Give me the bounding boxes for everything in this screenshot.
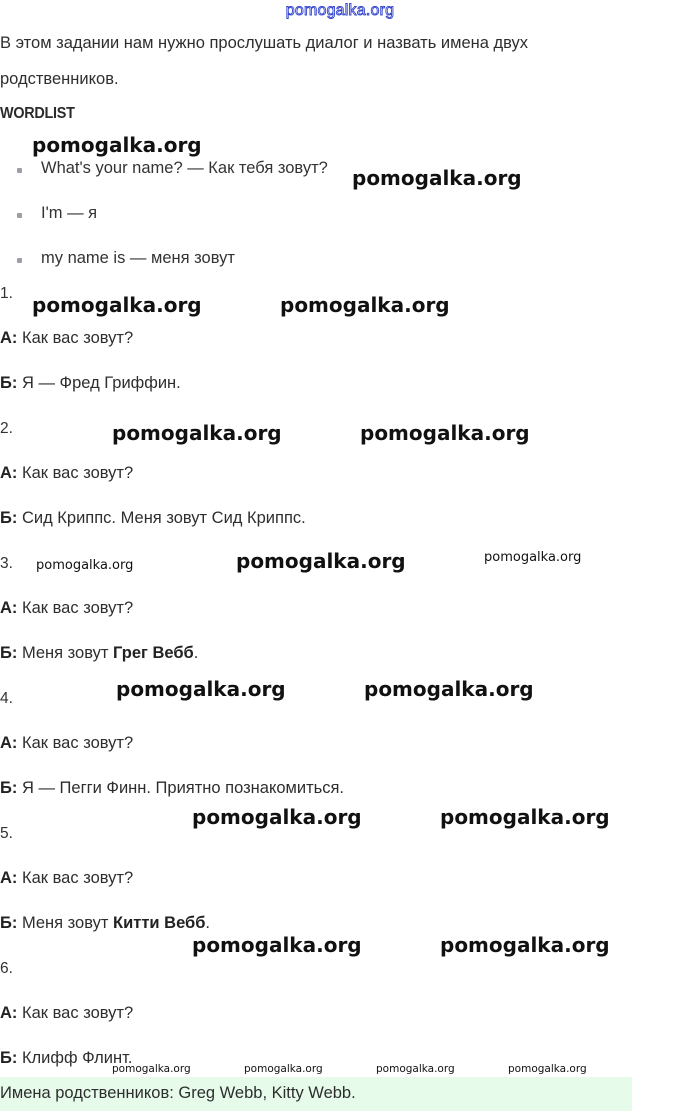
bullet-icon bbox=[17, 168, 22, 173]
dialogue-a-line bbox=[0, 329, 133, 348]
speaker-b-label: Б: bbox=[0, 1049, 18, 1067]
answer-text: Имена родственников: Greg Webb, Kitty Webb. bbox=[0, 1084, 356, 1102]
speaker-a-label: А: bbox=[0, 464, 18, 482]
dialogue-number: 3. bbox=[0, 555, 13, 572]
speaker-b-label: Б: bbox=[0, 644, 18, 662]
speaker-b-text: Сид Криппс. Меня зовут Сид Криппс. bbox=[17, 509, 306, 527]
dialogue-number: 2. bbox=[0, 420, 13, 437]
speaker-a-text: Как вас зовут? bbox=[17, 734, 134, 752]
speaker-b-text: Клифф Флинт. bbox=[17, 1049, 133, 1067]
dialogue-b-line bbox=[0, 509, 306, 528]
wordlist-item: my name is — меня зовут bbox=[41, 249, 235, 267]
speaker-a-text: Как вас зовут? bbox=[17, 464, 134, 482]
watermark: pomogalka.org bbox=[36, 558, 134, 573]
watermark: pomogalka.org bbox=[280, 293, 450, 317]
bullet-icon bbox=[17, 258, 22, 263]
speaker-b-text: Меня зовут bbox=[17, 644, 114, 662]
dialogue-b-line bbox=[0, 374, 181, 393]
speaker-b-label: Б: bbox=[0, 509, 18, 527]
watermark: pomogalka.org bbox=[440, 933, 610, 957]
watermark: pomogalka.org bbox=[32, 293, 202, 317]
speaker-b-name: Китти Вебб bbox=[113, 914, 206, 932]
speaker-b-label: Б: bbox=[0, 374, 18, 392]
dialogue-number: 1. bbox=[0, 285, 13, 302]
speaker-b-text: Я — Пегги Финн. Приятно познакомиться. bbox=[17, 779, 345, 797]
wordlist-heading: WORDLIST bbox=[0, 105, 75, 122]
dialogue-b-line bbox=[0, 914, 210, 933]
dialogue-b-line bbox=[0, 779, 344, 798]
dialogue-a-line bbox=[0, 599, 133, 618]
watermark: pomogalka.org bbox=[236, 549, 406, 573]
dialogue-a-line bbox=[0, 734, 133, 753]
intro-line-2: родственников. bbox=[0, 70, 119, 88]
watermark: pomogalka.org bbox=[484, 550, 582, 565]
speaker-b-label: Б: bbox=[0, 779, 18, 797]
speaker-a-label: А: bbox=[0, 869, 18, 887]
watermark: pomogalka.org bbox=[508, 1063, 587, 1075]
watermark: pomogalka.org bbox=[352, 166, 522, 190]
watermark: pomogalka.org bbox=[244, 1063, 323, 1075]
speaker-a-label: А: bbox=[0, 1004, 18, 1022]
watermark: pomogalka.org bbox=[32, 133, 202, 157]
watermark: pomogalka.org bbox=[116, 677, 286, 701]
speaker-a-text: Как вас зовут? bbox=[17, 869, 134, 887]
dialogue-number: 4. bbox=[0, 690, 13, 707]
watermark: pomogalka.org bbox=[112, 1063, 191, 1075]
speaker-a-text: Как вас зовут? bbox=[17, 599, 134, 617]
dialogue-number: 5. bbox=[0, 825, 13, 842]
wordlist-item: What's your name? — Как тебя зовут? bbox=[41, 159, 328, 177]
speaker-b-tail: . bbox=[193, 644, 199, 662]
dialogue-a-line bbox=[0, 869, 133, 888]
top-watermark: pomogalka.org bbox=[285, 2, 395, 19]
dialogue-number: 6. bbox=[0, 960, 13, 977]
watermark: pomogalka.org bbox=[364, 677, 534, 701]
watermark: pomogalka.org bbox=[192, 805, 362, 829]
speaker-a-label: А: bbox=[0, 734, 18, 752]
watermark: pomogalka.org bbox=[376, 1063, 455, 1075]
watermark: pomogalka.org bbox=[112, 421, 282, 445]
speaker-b-label: Б: bbox=[0, 914, 18, 932]
wordlist-item: I'm — я bbox=[41, 204, 98, 222]
watermark: pomogalka.org bbox=[192, 933, 362, 957]
speaker-b-name: Грег Вебб bbox=[113, 644, 194, 662]
dialogue-a-line bbox=[0, 1004, 133, 1023]
speaker-b-text: Меня зовут bbox=[17, 914, 114, 932]
dialogue-a-line bbox=[0, 464, 133, 483]
speaker-b-text: Я — Фред Гриффин. bbox=[17, 374, 181, 392]
speaker-a-label: А: bbox=[0, 599, 18, 617]
speaker-b-tail: . bbox=[205, 914, 211, 932]
speaker-a-text: Как вас зовут? bbox=[17, 1004, 134, 1022]
intro-line-1: В этом задании нам нужно прослушать диалог и назвать имена двух bbox=[0, 34, 529, 52]
bullet-icon bbox=[17, 213, 22, 218]
speaker-a-label: А: bbox=[0, 329, 18, 347]
answer-box bbox=[0, 1077, 632, 1111]
watermark: pomogalka.org bbox=[440, 805, 610, 829]
dialogue-b-line bbox=[0, 644, 198, 663]
watermark: pomogalka.org bbox=[360, 421, 530, 445]
speaker-a-text: Как вас зовут? bbox=[17, 329, 134, 347]
